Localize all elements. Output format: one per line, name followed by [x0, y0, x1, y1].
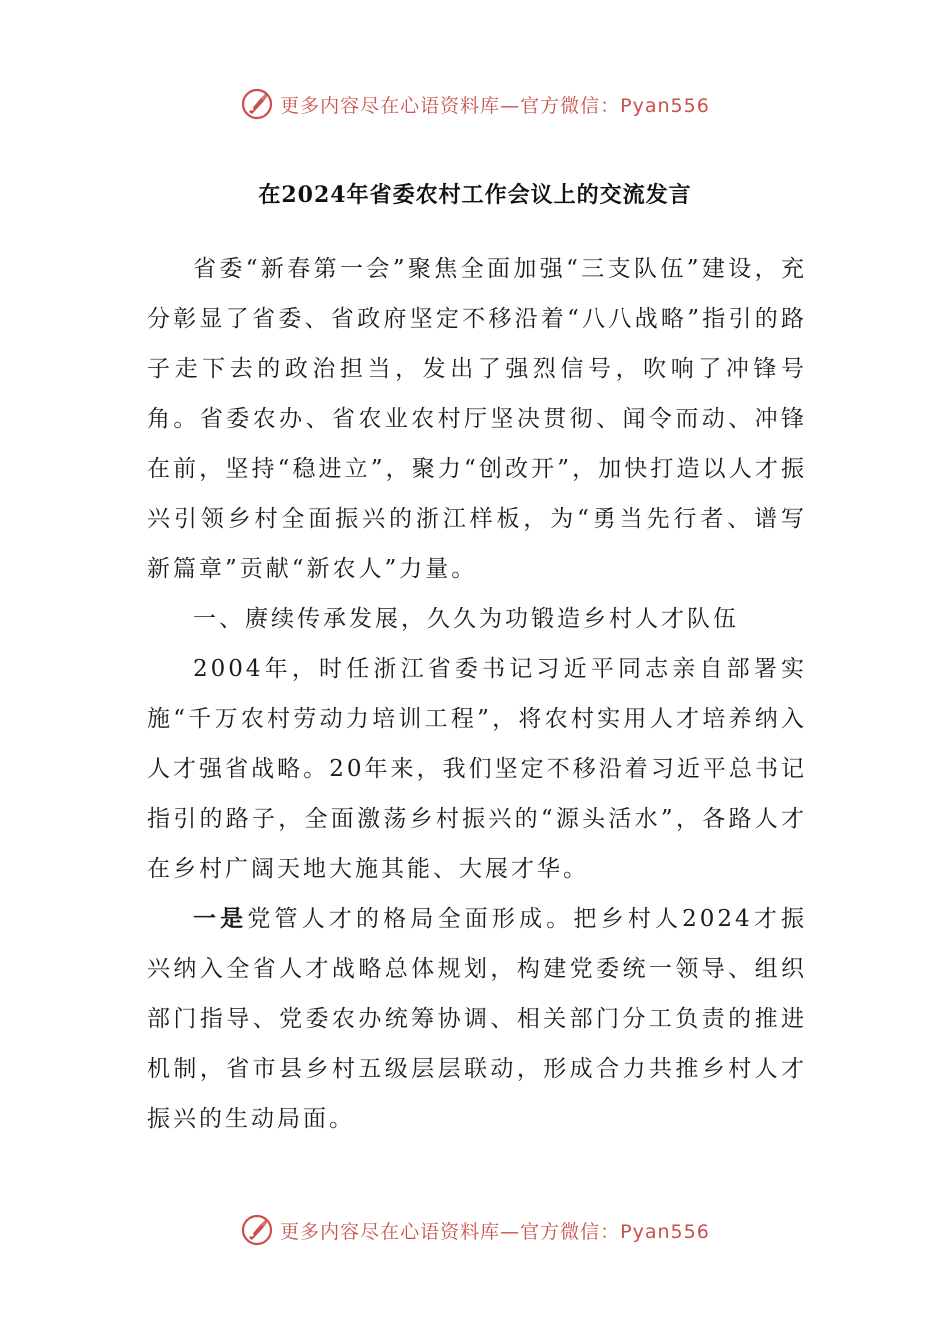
section-heading-one: 一、赓续传承发展，久久为功锻造乡村人才队伍 — [193, 606, 739, 632]
footer-watermark-banner — [0, 1210, 950, 1250]
paragraph-history: 2004年，时任浙江省委书记习近平同志亲自部署实施“千万农村劳动力培训工程”，将农村实用人才培养纳入人才强省战略。20年来，我们坚定不移沿着习近平总书记指引的路子，全面激荡乡村振兴的“源头活水”，各路人才在乡村广阔天地大施其能、大展才华。 — [147, 656, 807, 882]
pen-nib-seal-icon — [240, 1213, 274, 1247]
watermark-text: 更多内容尽在心语资料库—官方微信：Pyan556 — [280, 94, 710, 117]
paragraph-point-one: 一是党管人才的格局全面形成。把乡村人2024才振兴纳入全省人才战略总体规划，构建党委统一领导、组织部门指导、党委农办统筹协调、相关部门分工负责的推进机制，省市县乡村五级层层联动，形成合力共推乡村人才振兴的生动局面。 — [147, 905, 808, 1132]
header-watermark-banner — [0, 84, 950, 124]
paragraph-intro: 省委“新春第一会”聚焦全面加强“三支队伍”建设，充分彰显了省委、省政府坚定不移沿着“八八战略”指引的路子走下去的政治担当，发出了强烈信号，吹响了冲锋号角。省委农办、省农业农村厅坚决贯彻、闻令而动、冲锋在前，坚持“稳进立”，聚力“创改开”，加快打造以人才振兴引领乡村全面振兴的浙江样板，为“勇当先行者、谱写新篇章”贡献“新农人”力量。 — [147, 256, 807, 582]
pen-nib-seal-icon — [240, 87, 274, 121]
point-lead: 一是 — [193, 905, 248, 932]
watermark-text: 更多内容尽在心语资料库—官方微信：Pyan556 — [280, 1220, 710, 1243]
document-title: 在2024年省委农村工作会议上的交流发言 — [258, 182, 692, 208]
document-body — [147, 244, 807, 1144]
